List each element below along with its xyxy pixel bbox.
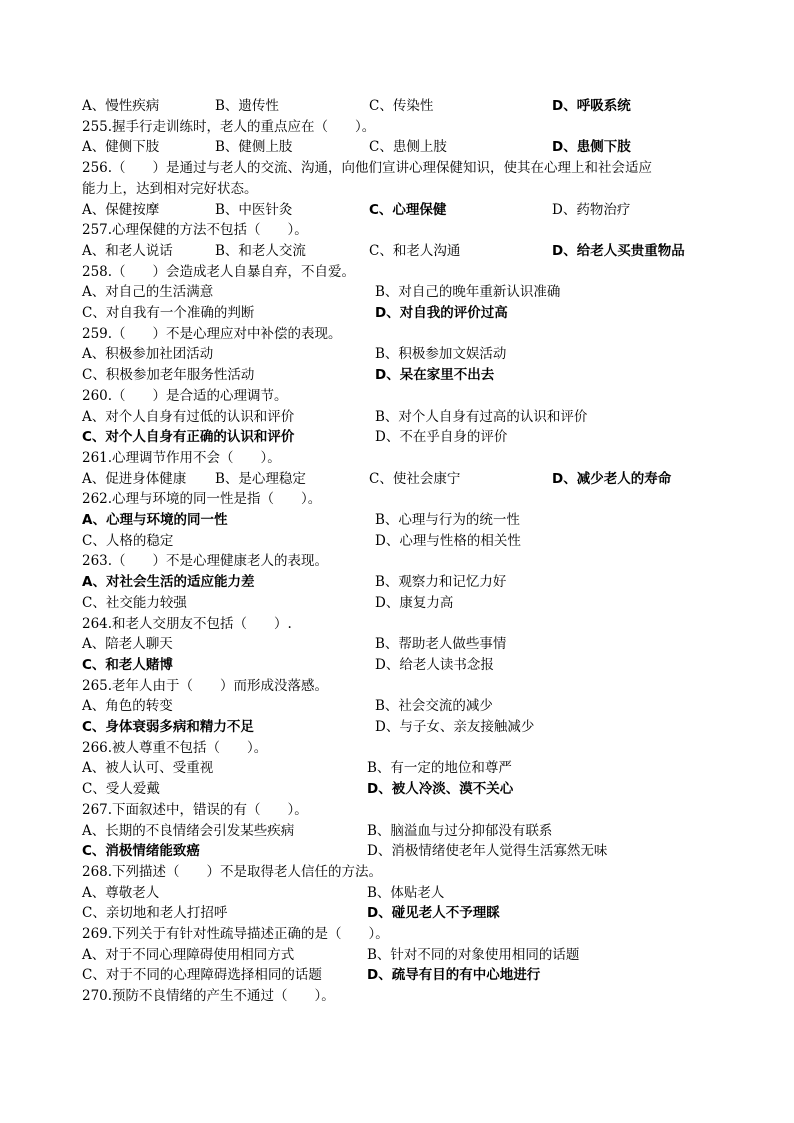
option-a: C、对于不同的心理障碍选择相同的话题 xyxy=(82,967,322,984)
option-b: B、和老人交流 xyxy=(215,242,306,259)
option-b: B、有一定的地位和尊严 xyxy=(367,760,512,777)
question-text: 260.（ ）是合适的心理调节。 xyxy=(82,387,288,404)
option-a-answer: C、和老人赌博 xyxy=(82,656,173,673)
option-b: B、对自己的晚年重新认识准确 xyxy=(375,284,561,301)
option-a: A、对于不同心理障碍使用相同方式 xyxy=(82,946,295,963)
option-b-answer: D、对自我的评价过高 xyxy=(375,305,508,321)
option-a-answer: A、心理与环境的同一性 xyxy=(82,512,228,528)
option-d-answer: D、呼吸系统 xyxy=(552,98,631,114)
option-a: A、促进身体健康 xyxy=(82,470,187,487)
option-b: B、脑溢血与过分抑郁没有联系 xyxy=(367,822,553,839)
option-a-answer: C、身体衰弱多病和精力不足 xyxy=(82,719,254,735)
option-a: A、慢性疾病 xyxy=(82,98,160,114)
option-b: D、与子女、亲友接触减少 xyxy=(375,719,535,735)
question-text: 263.（ ）不是心理健康老人的表现。 xyxy=(82,553,329,570)
option-b: B、是心理稳定 xyxy=(215,470,306,487)
option-a-answer: A、对社会生活的适应能力差 xyxy=(82,574,255,591)
option-d-answer: D、给老人买贵重物品 xyxy=(552,242,685,259)
option-b: D、消极情绪使老年人觉得生活寡然无味 xyxy=(367,843,608,860)
option-a: A、角色的转变 xyxy=(82,698,173,715)
option-b: B、社会交流的减少 xyxy=(375,698,493,715)
option-b: D、心理与性格的相关性 xyxy=(375,532,521,549)
option-b: B、积极参加文娱活动 xyxy=(375,346,507,363)
question-text: 255.握手行走训练时，老人的重点应在（ ）。 xyxy=(82,118,376,135)
option-d-answer: D、患侧下肢 xyxy=(552,139,631,156)
question-text: 267.下面叙述中，错误的有（ ）。 xyxy=(82,801,308,818)
question-text: 能力上，达到相对完好状态。 xyxy=(82,180,258,197)
question-text: 261.心理调节作用不会（ ）。 xyxy=(82,449,281,466)
option-b: B、体贴老人 xyxy=(367,884,445,901)
option-a: C、社交能力较强 xyxy=(82,594,187,611)
option-a: A、尊敬老人 xyxy=(82,884,160,901)
question-text: 268.下列描述（ ）不是取得老人信任的方法。 xyxy=(82,863,383,880)
option-c: C、患侧上肢 xyxy=(369,139,447,156)
option-b: B、帮助老人做些事情 xyxy=(375,636,507,653)
option-a: C、人格的稳定 xyxy=(82,532,174,549)
option-b-answer: D、呆在家里不出去 xyxy=(375,367,495,384)
option-b-answer: D、碰见老人不予理睬 xyxy=(367,905,500,922)
question-text: 262.心理与环境的同一性是指（ ）。 xyxy=(82,491,322,508)
option-b: B、对个人自身有过高的认识和评价 xyxy=(375,408,588,425)
option-a: A、和老人说话 xyxy=(82,242,173,259)
option-a: A、被人认可、受重视 xyxy=(82,760,214,777)
question-text: 259.（ ）不是心理应对中补偿的表现。 xyxy=(82,325,342,342)
option-b: B、中医针灸 xyxy=(215,201,293,218)
option-a: A、积极参加社团活动 xyxy=(82,346,214,363)
option-a: A、对自己的生活满意 xyxy=(82,284,214,301)
option-b-answer: D、被人冷淡、漠不关心 xyxy=(367,781,514,798)
question-text: 256.（ ）是通过与老人的交流、沟通，向他们宣讲心理保健知识，使其在心理上和社会适应 xyxy=(82,160,653,177)
option-a: C、亲切地和老人打招呼 xyxy=(82,905,228,922)
option-c: C、传染性 xyxy=(369,98,434,114)
option-a: C、积极参加老年服务性活动 xyxy=(82,367,255,384)
question-text: 265.老年人由于（ ）而形成没落感。 xyxy=(82,677,329,694)
option-c: C、和老人沟通 xyxy=(369,242,461,259)
question-text: 257.心理保健的方法不包括（ ）。 xyxy=(82,222,308,239)
option-d: D、药物治疗 xyxy=(552,201,631,218)
question-text: 264.和老人交朋友不包括（ ）. xyxy=(82,615,292,632)
question-text: 269.下列关于有针对性疏导描述正确的是（ ）。 xyxy=(82,926,389,942)
question-text: 266.被人尊重不包括（ ）。 xyxy=(82,739,268,756)
option-a-answer: C、消极情绪能致癌 xyxy=(82,843,200,860)
option-a: A、健侧下肢 xyxy=(82,139,160,156)
option-a: A、长期的不良情绪会引发某些疾病 xyxy=(82,822,295,839)
option-a: C、受人爱戴 xyxy=(82,781,160,798)
option-b: D、不在乎自身的评价 xyxy=(375,429,508,446)
option-a: A、对个人自身有过低的认识和评价 xyxy=(82,408,295,425)
option-c-answer: C、心理保健 xyxy=(369,201,447,218)
question-text: 270.预防不良情绪的产生不通过（ ）。 xyxy=(82,988,335,1005)
option-b-answer: D、疏导有目的有中心地进行 xyxy=(367,967,541,984)
option-a: A、陪老人聊天 xyxy=(82,636,173,653)
option-a: C、对自我有一个准确的判断 xyxy=(82,305,255,321)
option-b: B、心理与行为的统一性 xyxy=(375,512,520,528)
option-b: D、康复力高 xyxy=(375,594,454,611)
option-a-answer: C、对个人自身有正确的认识和评价 xyxy=(82,429,295,446)
option-a: A、保健按摩 xyxy=(82,201,160,218)
option-d-answer: D、减少老人的寿命 xyxy=(552,470,672,487)
option-b: B、遗传性 xyxy=(215,98,279,114)
option-b: B、观察力和记忆力好 xyxy=(375,574,507,591)
option-b: B、针对不同的对象使用相同的话题 xyxy=(367,946,580,963)
question-text: 258.（ ）会造成老人自暴自弃，不自爱。 xyxy=(82,263,356,280)
option-c: C、使社会康宁 xyxy=(369,470,461,487)
option-b: B、健侧上肢 xyxy=(215,139,293,156)
option-b: D、给老人读书念报 xyxy=(375,656,494,673)
